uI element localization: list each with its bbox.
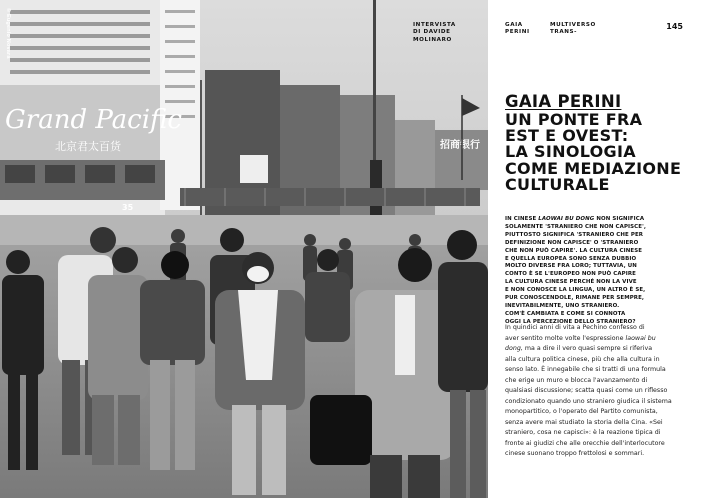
lead-line: LA CULTURA CINESE PERCHÉ NON LA VIVE xyxy=(505,279,637,286)
lead-line: COM'È CAMBIATA E COME SI CONNOTA xyxy=(505,310,626,317)
article-author: GAIA PERINI xyxy=(505,92,622,111)
header-author xyxy=(505,22,530,37)
street-sign xyxy=(370,160,382,215)
header-line: DI DAVIDE xyxy=(413,29,451,36)
photo-credit xyxy=(3,8,11,68)
body-line: qualsiasi discussione; scatta quasi come un riflesso xyxy=(505,387,668,394)
body-line: straniero, cosa ne capisci»: è la reazione tipica di xyxy=(505,429,661,436)
body-line: senso lato. È innegabile che si tratti di una formula xyxy=(505,366,666,373)
store-sign-chinese: 北京君太百货 xyxy=(55,140,121,153)
face-mask xyxy=(247,266,269,282)
header-line: MULTIVERSO xyxy=(550,22,596,28)
lead-line: E NON CONOSCE LA LINGUA, UN ALTRO È SE, xyxy=(505,287,646,294)
body-line: senza avere mai studiato la storia della Cina. «Sei xyxy=(505,418,663,426)
body-line: dong, ma a dire il vero quasi sempre si riferiva xyxy=(505,345,653,352)
answer-body xyxy=(505,323,690,460)
body-line: alla cultura politica cinese, più che alla cultura in xyxy=(505,355,660,363)
header-line: PERINI xyxy=(505,29,530,36)
header-series xyxy=(550,22,596,37)
body-line: cinese suonano troppo frettolosi e sommari. xyxy=(505,450,645,457)
lead-line: IN CINESE LAOWAI BU DONG NON SIGNIFICA xyxy=(505,216,645,222)
bank-sign: 招商银行 xyxy=(440,140,480,151)
lead-line: SOLAMENTE 'STRANIERO CHE NON CAPISCE', xyxy=(505,223,647,230)
header-section-label xyxy=(413,22,456,44)
title-line: CULTURALE xyxy=(505,174,610,194)
lead-line: CHE NON PUÒ CAPIRE'. LA CULTURA CINESE xyxy=(505,247,643,254)
body-line: monopartitico, o l'operato del Partito comunista, xyxy=(505,408,658,415)
lead-line: CONTO È SE L'EUROPEO NON PUÒ CAPIRE xyxy=(505,271,636,278)
lead-line: MOLTO DIVERSE FRA LORO; TUTTAVIA, UN xyxy=(505,263,637,270)
lead-question xyxy=(505,216,685,327)
header-line: INTERVISTA xyxy=(413,22,456,28)
title-line: LA SINOLOGIA xyxy=(505,142,636,162)
body-line: aver sentito molte volte l'espressione laowai bu xyxy=(505,334,656,342)
body-line: fronte ai giudizi che alle orecchie dell'interlocutore xyxy=(505,439,665,447)
header-line: TRANS- xyxy=(550,29,578,36)
shoulder-bag xyxy=(310,395,372,465)
store-sign-text: Grand Pacific xyxy=(5,105,182,135)
lead-line: E QUELLA EUROPEA SONO SENZA DUBBIO xyxy=(505,255,637,262)
title-line: UN PONTE FRA xyxy=(505,110,643,129)
foreign-expression: LAOWAI BU DONG xyxy=(538,216,595,222)
photo-credit-text: © Eugenio Novara xyxy=(5,8,11,59)
title-line: EST E OVEST: xyxy=(505,126,629,146)
header-line: GAIA xyxy=(505,22,523,28)
foreign-expression: dong, xyxy=(505,345,523,352)
foreign-expression: laowai bu xyxy=(625,334,656,342)
body-line: condizionato quando uno straniero giudica il sistema xyxy=(505,397,672,405)
sign-number: 35 xyxy=(122,203,134,212)
lead-line: PIUTTOSTO SIGNIFICA 'STRANIERO CHE PER xyxy=(505,231,644,238)
lead-line: INEVITABILMENTE, UNO STRANIERO. xyxy=(505,302,620,309)
header-line: MOLINARO xyxy=(413,36,452,43)
title-line: COME MEDIAZIONE xyxy=(505,158,682,178)
body-line: In quindici anni di vita a Pechino confesso di xyxy=(505,324,645,331)
lead-line: DEFINIZIONE NON CAPISCE' O 'STRANIERO xyxy=(505,239,639,246)
article-title xyxy=(505,112,681,193)
body-line: che erige un muro e blocca l'avanzamento di xyxy=(505,376,648,384)
lead-line: OGGI LA PERCEZIONE DELLO STRANIERO? xyxy=(505,318,636,325)
page-number: 145 xyxy=(666,22,683,31)
lead-line: PUR CONOSCENDOLE, RIMANE PER SEMPRE, xyxy=(505,295,645,302)
